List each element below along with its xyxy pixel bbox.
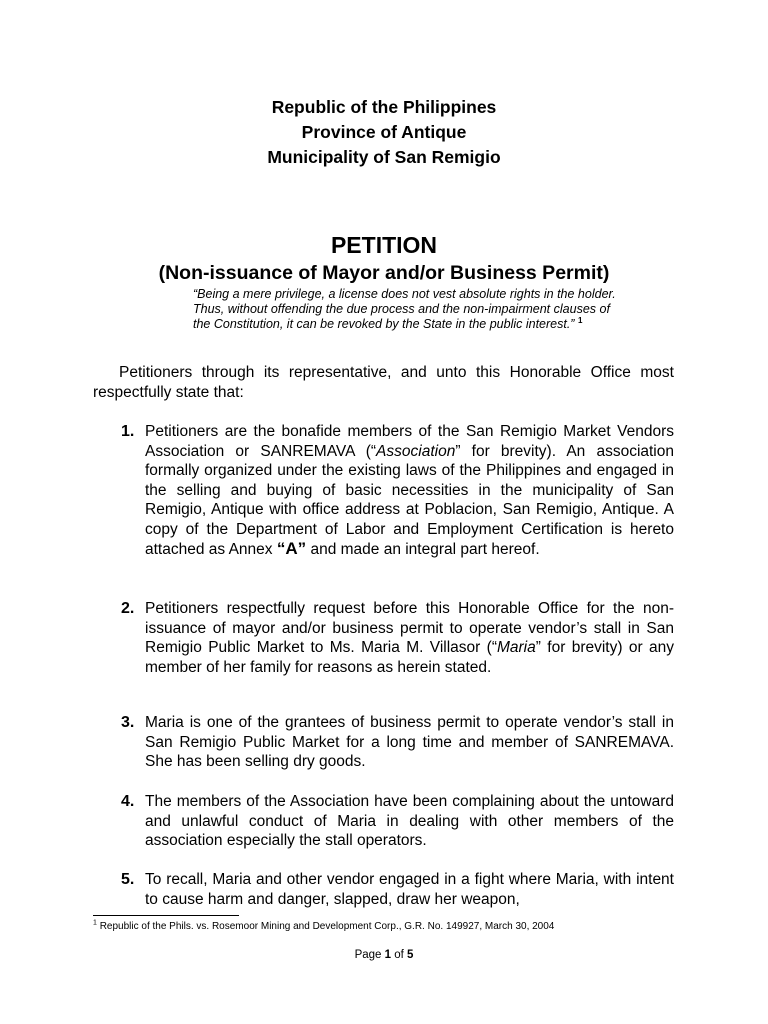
paragraph-text: The members of the Association have been complaining about the untoward and unlawful conduct of Maria in dealing with other members of the association especially the stall operators. (145, 793, 674, 849)
paragraph-text: ” for brevity). An association formally organized under the existing laws of the Philippines and engaged in the selling and buying of basic necessities in the municipality of San Remigio, Antique with office address at Poblacion, San Remigio, Antique. A copy of the Department of Labor and Employment Certification is hereto attached as Annex (145, 442, 674, 558)
numbered-paragraph-5 (121, 870, 674, 909)
numbered-paragraph-3 (121, 713, 674, 772)
numbered-paragraph-4 (121, 792, 674, 851)
paragraph-number: 1. (121, 423, 135, 440)
epigraph-footnote-ref: 1 (577, 316, 583, 326)
page-number-prefix: Page (354, 949, 385, 961)
paragraph-number: 4. (121, 793, 135, 810)
header-republic: Republic of the Philippines (271, 97, 497, 117)
paragraph-number: 5. (121, 871, 135, 888)
footnote-separator (93, 915, 239, 916)
epigraph-text: “Being a mere privilege, a license does not vest absolute rights in the holder. Thus, without offending the due process and the non-impairment clauses of the Constitution, it can be revoked by the State in the public interest.” (193, 287, 616, 332)
paragraph-text: Maria is one of the grantees of business permit to operate vendor’s stall in San Remigio Public Market for a long time and member of SANREMAVA. She has been selling dry goods. (145, 714, 674, 770)
page-number (0, 947, 768, 963)
paragraph-number: 2. (121, 600, 135, 617)
header-municipality: Municipality of San Remigio (267, 147, 501, 167)
header-province: Province of Antique (301, 122, 467, 142)
paragraph-text: To recall, Maria and other vendor engaged in a fight where Maria, with intent to cause harm and danger, slapped, draw her weapon, (145, 871, 674, 908)
intro-paragraph: Petitioners through its representative, and unto this Honorable Office most respectfully state that: (93, 364, 674, 401)
numbered-paragraph-1 (121, 422, 674, 560)
page-number-total: 5 (407, 949, 414, 961)
paragraph-text: Petitioners respectfully request before this Honorable Office for the non-issuance of mayor and/or business permit to operate vendor’s stall in San Remigio Public Market to Ms. Maria M. Villasor (“ (145, 600, 674, 656)
numbered-paragraph-2 (121, 599, 674, 677)
annex-label: “A” (276, 539, 307, 558)
defined-term-maria: Maria (496, 639, 536, 656)
epigraph-quote (193, 287, 623, 333)
paragraph-text: ” for brevity) or any member of her family for reasons as herein stated. (145, 639, 674, 676)
paragraph-text: Petitioners are the bonafide members of the San Remigio Market Vendors Association or SANREMAVA (“ (145, 423, 674, 460)
footnote-number: 1 (93, 919, 97, 927)
defined-term-association: Association (376, 442, 456, 460)
footnote-text: Republic of the Phils. vs. Rosemoor Mining and Development Corp., G.R. No. 149927, March 30, 2004 (99, 921, 555, 932)
document-subtitle: (Non-issuance of Mayor and/or Business Permit) (158, 262, 610, 284)
footnote (93, 920, 693, 934)
page-number-middle: of (391, 949, 408, 961)
page-number-current: 1 (384, 949, 392, 961)
paragraph-text: and made an integral part hereof. (306, 541, 540, 558)
document-header (0, 95, 768, 170)
paragraph-number: 3. (121, 714, 135, 731)
document-title: PETITION (330, 232, 438, 258)
